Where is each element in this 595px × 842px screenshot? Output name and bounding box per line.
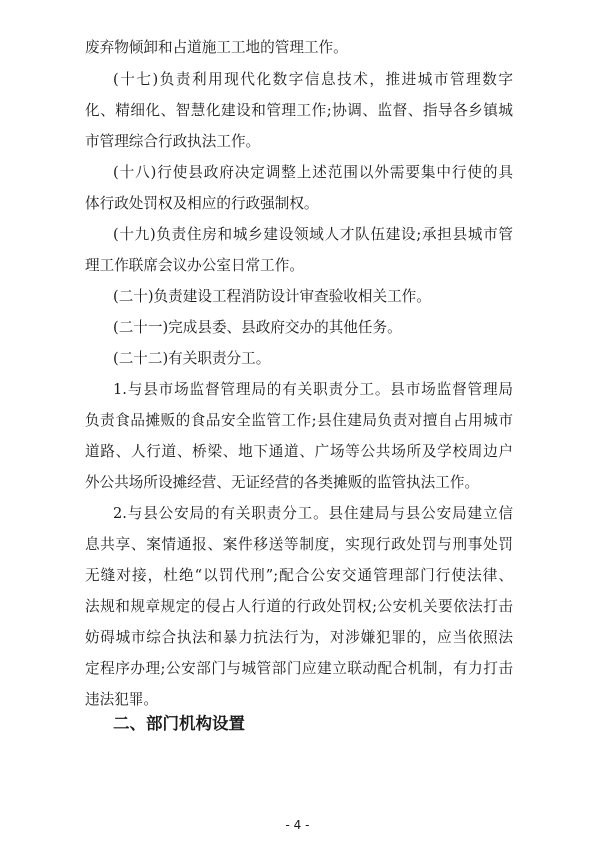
body-line-11: (二十二)有关职责分工。 [113, 350, 271, 367]
body-line-9: (二十)负责建设工程消防设计审查验收相关工作。 [113, 288, 431, 305]
body-line-16: 2.与县公安局的有关职责分工。县住建局与县公安局建立信 [113, 505, 513, 522]
body-line-6: 体行政处罚权及相应的行政强制权。 [85, 195, 319, 212]
body-line-5: (十八)行使县政府决定调整上述范围以外需要集中行使的具 [113, 164, 513, 181]
body-line-8: 理工作联席会议办公室日常工作。 [85, 257, 304, 274]
body-line-12: 1.与县市场监督管理局的有关职责分工。县市场监督管理局 [113, 381, 513, 398]
body-line-22: 违法犯罪。 [85, 691, 158, 708]
body-line-1: 废弃物倾卸和占道施工工地的管理工作。 [85, 39, 348, 56]
body-line-4: 市管理综合行政执法工作。 [85, 133, 261, 150]
body-line-20: 妨碍城市综合执法和暴力抗法行为，对涉嫌犯罪的，应当依照法 [85, 629, 513, 646]
body-line-21: 定程序办理;公安部门与城管部门应建立联动配合机制，有力打击 [85, 660, 513, 677]
body-line-14: 道路、人行道、桥梁、地下通道、广场等公共场所及学校周边户 [85, 443, 513, 460]
page-number: - 4 - [285, 818, 310, 832]
body-line-2: (十七)负责利用现代化数字信息技术，推进城市管理数字 [113, 71, 513, 88]
body-line-19: 法规和规章规定的侵占人行道的行政处罚权;公安机关要依法打击 [85, 598, 513, 615]
body-line-3: 化、精细化、智慧化建设和管理工作;协调、监督、指导各乡镇城 [85, 102, 513, 119]
body-line-7: (十九)负责住房和城乡建设领域人才队伍建设;承担县城市管 [113, 226, 513, 243]
body-line-17: 息共享、案情通报、案件移送等制度，实现行政处罚与刑事处罚 [85, 536, 513, 553]
body-line-13: 负责食品摊贩的食品安全监管工作;县住建局负责对擅自占用城市 [85, 412, 513, 429]
body-line-10: (二十一)完成县委、县政府交办的其他任务。 [113, 319, 402, 336]
section-heading: 二、部门机构设置 [113, 714, 245, 733]
body-line-18: 无缝对接，杜绝“以罚代刑”;配合公安交通管理部门行使法律、 [85, 567, 513, 584]
body-line-15: 外公共场所设摊经营、无证经营的各类摊贩的监管执法工作。 [85, 474, 480, 491]
